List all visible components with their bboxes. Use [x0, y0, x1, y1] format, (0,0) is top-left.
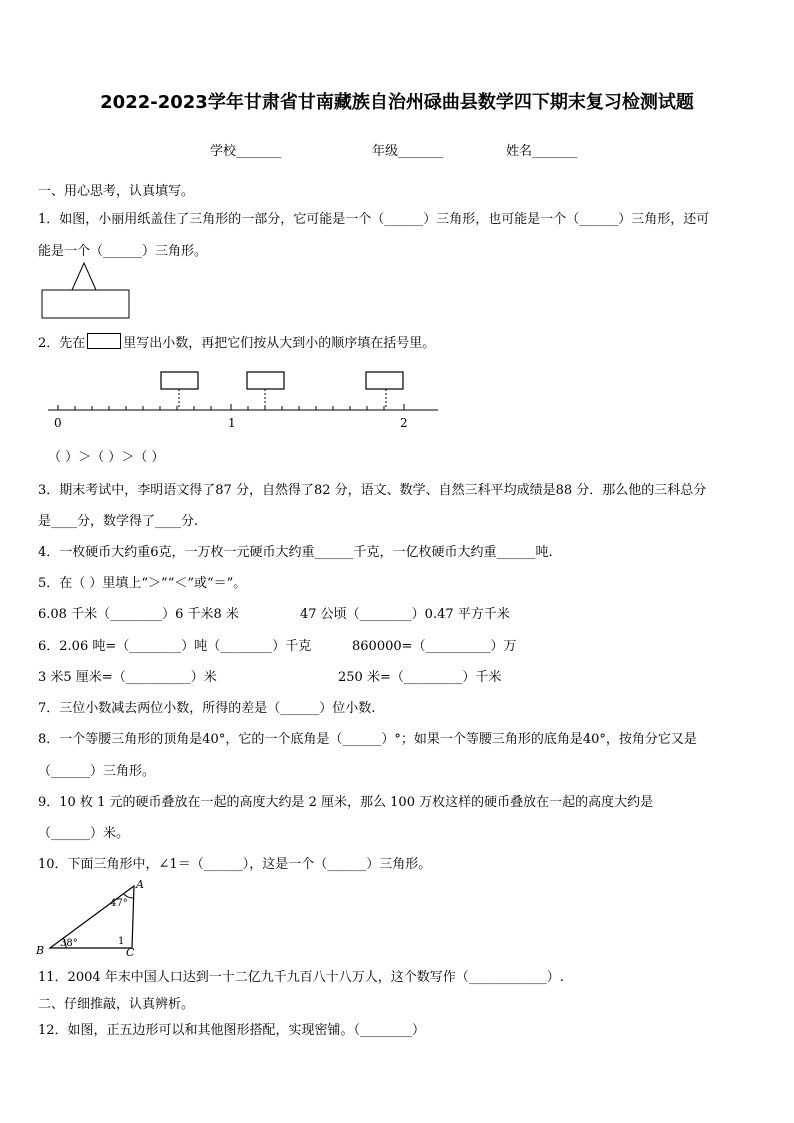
number-line-figure: [44, 366, 444, 432]
blank-box-3: [366, 372, 403, 389]
question-5: 5．在（ ）里填上“＞”“＜”或“＝”。: [38, 576, 247, 591]
question-9-line-1: 9．10 枚 1 元的硬币叠放在一起的高度大约是 2 厘米，那么 100 万枚这样的硬币叠放在一起的高度大约是: [38, 795, 654, 810]
number-line-label-0: 0: [54, 416, 62, 430]
page-title: 2022-2023学年甘肃省甘南藏族自治州碌曲县数学四下期末复习检测试题: [100, 92, 694, 113]
number-line-arrows: [179, 389, 386, 408]
question-10: 10．下面三角形中，∠1＝（______），这是一个（______）三角形。: [38, 857, 432, 872]
question-3-line-1: 3．期末考试中，李明语文得了87 分，自然得了82 分，语文、数学、自然三科平均成绩是88 分．那么他的三科总分: [38, 483, 707, 498]
grade-field: 年级_______: [372, 144, 444, 159]
number-line-label-2: 2: [400, 416, 408, 430]
question-1-line-1: 1．如图，小丽用纸盖住了三角形的一部分，它可能是一个（______）三角形，也可能是一个（______）三角形，还可: [38, 212, 710, 227]
vertex-c-label: C: [126, 946, 135, 959]
question-4: 4．一枚硬币大约重6克，一万枚一元硬币大约重______千克，一亿枚硬币大约重______吨.: [38, 545, 553, 560]
blank-box-2: [247, 372, 284, 389]
question-7: 7．三位小数减去两位小数，所得的差是（______）位小数.: [38, 701, 376, 716]
question-8-line-1: 8．一个等腰三角形的顶角是40°，它的一个底角是（______）°；如果一个等腰三角形的底角是40°，按角分它又是: [38, 732, 697, 747]
angle-a-value: 47°: [110, 898, 128, 909]
question-2-order: （ ）＞（ ）＞（ ）: [48, 450, 165, 465]
cover-paper: [42, 290, 129, 318]
name-field: 姓名_______: [506, 144, 578, 159]
inline-box: [87, 333, 121, 349]
number-line-boxes: [161, 372, 403, 389]
question-6-d: 250 米=（_________）千米: [338, 670, 502, 685]
question-2-line: [38, 332, 435, 351]
triangle-tip: [72, 263, 96, 290]
question-6-a: 6．2.06 吨=（________）吨（________）千克: [38, 639, 312, 654]
question-12: 12．如图，正五边形可以和其他图形搭配，实现密铺。（________）: [38, 1023, 426, 1038]
question-9-line-2: （______）米。: [38, 826, 130, 841]
blank-box-1: [161, 372, 198, 389]
angle-1-label: 1: [118, 936, 125, 947]
question-11: 11．2004 年末中国人口达到一十二亿九千九百八十八万人，这个数写作（____________）.: [38, 970, 564, 985]
section-1-heading: 一、用心思考，认真填写。: [38, 184, 195, 199]
question-5-b: 47 公顷（________）0.47 平方千米: [300, 607, 510, 622]
question-5-a: 6.08 千米（________）6 千米8 米: [38, 607, 239, 622]
number-line-ticks: [48, 404, 438, 410]
angle-b-value: 38°: [60, 938, 78, 949]
school-field: 学校_______: [210, 144, 282, 159]
section-2-heading: 二、仔细推敲，认真辨析。: [38, 997, 195, 1012]
question-6-b: 860000=（__________）万: [352, 639, 517, 654]
question-3-line-2: 是____分，数学得了____分.: [38, 514, 199, 529]
number-line-label-1: 1: [228, 416, 236, 430]
question-1-line-2: 能是一个（______）三角形。: [38, 244, 208, 259]
vertex-b-label: B: [36, 944, 45, 957]
question-6-c: 3 米5 厘米=（__________）米: [38, 670, 217, 685]
question-8-line-2: （______）三角形。: [38, 764, 156, 779]
covered-triangle-figure: [40, 260, 132, 320]
question-2-suffix: 里写出小数，再把它们按从大到小的顺序填在括号里。: [123, 336, 436, 351]
vertex-a-label: A: [136, 878, 144, 891]
question-2-prefix: 2．先在: [38, 336, 86, 351]
triangle-figure: [36, 876, 156, 960]
